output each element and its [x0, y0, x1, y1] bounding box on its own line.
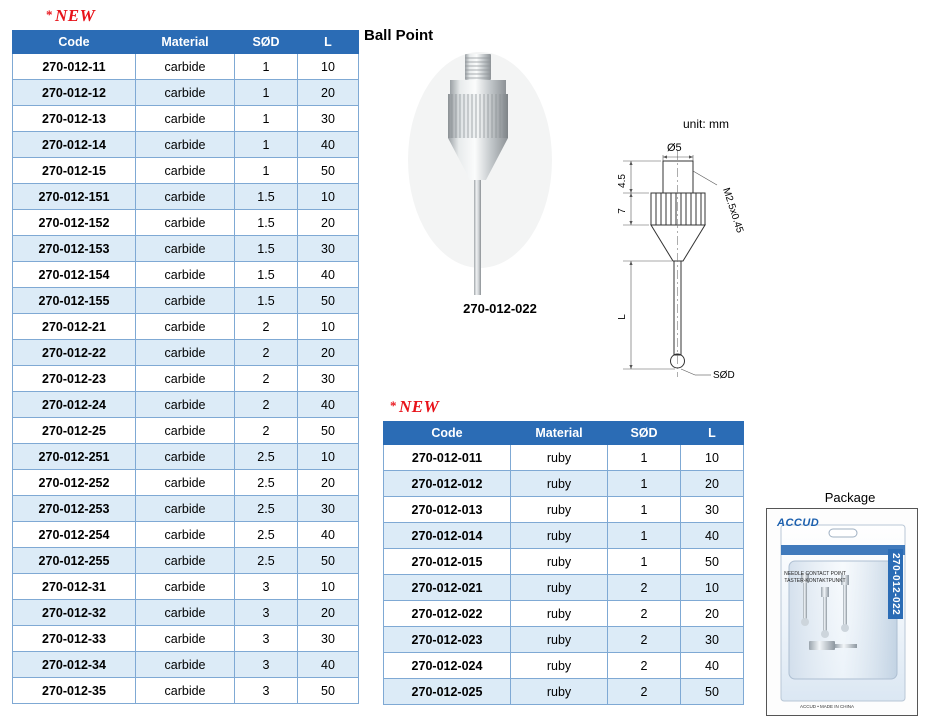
cell-l: 30: [681, 627, 744, 653]
table-row: [13, 184, 359, 210]
cell-material: carbide: [136, 444, 235, 470]
package-brand-label: ACCUD: [777, 517, 820, 529]
cell-code: 270-012-022: [384, 601, 511, 627]
cell-code: 270-012-14: [13, 132, 136, 158]
cell-sod: 2: [608, 601, 681, 627]
column-header-l: L: [298, 31, 359, 54]
cell-material: carbide: [136, 522, 235, 548]
cell-l: 30: [298, 236, 359, 262]
cell-material: carbide: [136, 210, 235, 236]
cell-material: carbide: [136, 236, 235, 262]
cell-material: carbide: [136, 496, 235, 522]
table-row: [13, 210, 359, 236]
cell-l: 50: [681, 549, 744, 575]
cell-l: 10: [298, 574, 359, 600]
cell-sod: 1: [235, 106, 298, 132]
cell-material: carbide: [136, 262, 235, 288]
cell-material: carbide: [136, 574, 235, 600]
cell-l: 20: [298, 470, 359, 496]
cell-l: 40: [298, 392, 359, 418]
cell-sod: 1.5: [235, 262, 298, 288]
cell-material: ruby: [511, 679, 608, 705]
cell-material: carbide: [136, 548, 235, 574]
package-photo: [766, 508, 918, 716]
cell-sod: 1: [608, 523, 681, 549]
cell-sod: 1: [235, 132, 298, 158]
cell-code: 270-012-012: [384, 471, 511, 497]
cell-l: 40: [681, 523, 744, 549]
cell-material: carbide: [136, 366, 235, 392]
table-row: [13, 80, 359, 106]
cell-material: ruby: [511, 601, 608, 627]
table-row: [384, 627, 744, 653]
dim-7-label: 7: [617, 208, 628, 214]
cell-code: 270-012-153: [13, 236, 136, 262]
cell-code: 270-012-34: [13, 652, 136, 678]
column-header-material: Material: [511, 422, 608, 445]
cell-l: 30: [298, 496, 359, 522]
cell-l: 20: [298, 80, 359, 106]
cell-l: 40: [298, 132, 359, 158]
table-row: [13, 418, 359, 444]
cell-l: 10: [681, 575, 744, 601]
cell-l: 20: [681, 601, 744, 627]
table-row: [384, 549, 744, 575]
new-badge-ruby: [390, 397, 439, 417]
cell-sod: 2: [608, 627, 681, 653]
table-row: [384, 471, 744, 497]
cell-sod: 2: [235, 418, 298, 444]
cell-code: 270-012-023: [384, 627, 511, 653]
cell-code: 270-012-253: [13, 496, 136, 522]
cell-material: ruby: [511, 471, 608, 497]
cell-code: 270-012-23: [13, 366, 136, 392]
cell-sod: 2.5: [235, 444, 298, 470]
dim-thread-label: M2.5x0.45: [720, 186, 746, 235]
table-row: [13, 392, 359, 418]
column-header-sod: SØD: [608, 422, 681, 445]
cell-code: 270-012-33: [13, 626, 136, 652]
cell-sod: 1.5: [235, 288, 298, 314]
cell-l: 50: [298, 288, 359, 314]
table-row: [13, 340, 359, 366]
cell-sod: 3: [235, 574, 298, 600]
cell-material: carbide: [136, 80, 235, 106]
cell-code: 270-012-011: [384, 445, 511, 471]
cell-l: 20: [298, 210, 359, 236]
ruby-spec-table: [383, 421, 744, 705]
dim-4-5-label: 4.5: [617, 174, 628, 188]
cell-material: carbide: [136, 678, 235, 704]
page-title: Ball Point: [364, 27, 434, 44]
unit-label: unit: mm: [683, 117, 730, 131]
cell-sod: 2: [235, 314, 298, 340]
cell-sod: 2.5: [235, 548, 298, 574]
cell-sod: 2: [235, 340, 298, 366]
cell-l: 50: [681, 679, 744, 705]
cell-code: 270-012-024: [384, 653, 511, 679]
cell-sod: 2: [235, 392, 298, 418]
cell-l: 40: [298, 262, 359, 288]
cell-sod: 1: [608, 445, 681, 471]
cell-code: 270-012-152: [13, 210, 136, 236]
figure-caption: 270-012-022: [463, 301, 537, 316]
table-row: [13, 236, 359, 262]
cell-sod: 3: [235, 652, 298, 678]
cell-code: 270-012-15: [13, 158, 136, 184]
cell-sod: 1: [608, 497, 681, 523]
table-row: [13, 54, 359, 80]
cell-l: 10: [298, 444, 359, 470]
cell-material: ruby: [511, 445, 608, 471]
cell-code: 270-012-12: [13, 80, 136, 106]
cell-code: 270-012-014: [384, 523, 511, 549]
carbide-spec-table: [12, 30, 359, 704]
cell-sod: 1.5: [235, 184, 298, 210]
cell-l: 50: [298, 548, 359, 574]
dim-sod-label: SØD: [713, 370, 735, 381]
cell-code: 270-012-35: [13, 678, 136, 704]
cell-l: 30: [298, 106, 359, 132]
probe-knurl: [448, 94, 508, 138]
cell-code: 270-012-013: [384, 497, 511, 523]
table-row: [13, 132, 359, 158]
cell-sod: 2: [235, 366, 298, 392]
package-footer: ACCUD • MADE IN CHINA: [799, 704, 855, 709]
cell-material: carbide: [136, 158, 235, 184]
cell-l: 10: [298, 54, 359, 80]
probe-photo: [380, 40, 610, 295]
table-row: [13, 288, 359, 314]
cell-l: 30: [298, 626, 359, 652]
cell-material: ruby: [511, 523, 608, 549]
cell-l: 40: [298, 652, 359, 678]
table-row: [13, 262, 359, 288]
cell-code: 270-012-25: [13, 418, 136, 444]
cell-l: 10: [298, 184, 359, 210]
cell-code: 270-012-22: [13, 340, 136, 366]
table-row: [13, 678, 359, 704]
column-header-l: L: [681, 422, 744, 445]
table-row: [13, 496, 359, 522]
cell-material: carbide: [136, 626, 235, 652]
cell-sod: 2.5: [235, 496, 298, 522]
cell-l: 20: [298, 340, 359, 366]
table-row: [13, 548, 359, 574]
cell-l: 30: [298, 366, 359, 392]
package-code-label: 270-012-022: [888, 549, 903, 619]
cell-code: 270-012-11: [13, 54, 136, 80]
cell-material: ruby: [511, 653, 608, 679]
cell-l: 10: [681, 445, 744, 471]
table-row: [384, 523, 744, 549]
table-row: [13, 626, 359, 652]
table-header-row: [384, 422, 744, 445]
dim-l-label: L: [617, 314, 628, 320]
cell-code: 270-012-252: [13, 470, 136, 496]
cell-code: 270-012-32: [13, 600, 136, 626]
cell-l: 30: [681, 497, 744, 523]
cell-code: 270-012-251: [13, 444, 136, 470]
cell-l: 40: [298, 522, 359, 548]
cell-sod: 1: [608, 471, 681, 497]
cell-material: carbide: [136, 652, 235, 678]
table-row: [13, 600, 359, 626]
cell-material: carbide: [136, 184, 235, 210]
cell-sod: 3: [235, 626, 298, 652]
cell-sod: 1: [235, 80, 298, 106]
cell-l: 50: [298, 418, 359, 444]
cell-sod: 2: [608, 575, 681, 601]
new-badge-carbide: [46, 6, 95, 26]
table-row: [384, 497, 744, 523]
cell-material: carbide: [136, 54, 235, 80]
new-badge-ruby-label: NEW: [399, 397, 440, 416]
table-row: [13, 444, 359, 470]
table-row: [13, 470, 359, 496]
cell-code: 270-012-015: [384, 549, 511, 575]
cell-sod: 1.5: [235, 210, 298, 236]
table-row: [13, 366, 359, 392]
cell-code: 270-012-13: [13, 106, 136, 132]
cell-material: ruby: [511, 575, 608, 601]
cell-sod: 2.5: [235, 470, 298, 496]
table-row: [13, 106, 359, 132]
cell-code: 270-012-255: [13, 548, 136, 574]
cell-l: 20: [681, 471, 744, 497]
cell-material: ruby: [511, 497, 608, 523]
cell-sod: 2.5: [235, 522, 298, 548]
table-header-row: [13, 31, 359, 54]
cell-material: carbide: [136, 340, 235, 366]
cell-code: 270-012-31: [13, 574, 136, 600]
cell-material: carbide: [136, 470, 235, 496]
column-header-code: Code: [384, 422, 511, 445]
cell-material: carbide: [136, 288, 235, 314]
cell-sod: 2: [608, 679, 681, 705]
cell-l: 50: [298, 158, 359, 184]
cell-code: 270-012-21: [13, 314, 136, 340]
technical-drawing: [595, 125, 795, 395]
cell-material: carbide: [136, 392, 235, 418]
table-row: [13, 574, 359, 600]
cell-sod: 1: [235, 158, 298, 184]
cell-material: ruby: [511, 627, 608, 653]
cell-code: 270-012-155: [13, 288, 136, 314]
package-title: Package: [824, 490, 876, 505]
column-header-code: Code: [13, 31, 136, 54]
table-row: [384, 601, 744, 627]
cell-sod: 3: [235, 600, 298, 626]
cell-material: carbide: [136, 314, 235, 340]
table-row: [384, 575, 744, 601]
cell-code: 270-012-021: [384, 575, 511, 601]
cell-l: 20: [298, 600, 359, 626]
new-badge-carbide-label: NEW: [55, 6, 96, 25]
cell-l: 50: [298, 678, 359, 704]
cell-sod: 2: [608, 653, 681, 679]
cell-code: 270-012-254: [13, 522, 136, 548]
cell-code: 270-012-151: [13, 184, 136, 210]
cell-material: carbide: [136, 418, 235, 444]
cell-code: 270-012-025: [384, 679, 511, 705]
table-row: [384, 653, 744, 679]
cell-material: carbide: [136, 106, 235, 132]
cell-code: 270-012-154: [13, 262, 136, 288]
dim-diameter-label: Ø5: [667, 142, 682, 154]
cell-code: 270-012-24: [13, 392, 136, 418]
probe-shaft: [474, 180, 481, 295]
package-subtitle: NEEDLE CONTACT POINT TASTER-KONTAKTPUNKT: [784, 571, 846, 584]
cell-l: 10: [298, 314, 359, 340]
cell-sod: 1.5: [235, 236, 298, 262]
star-icon: *: [390, 398, 397, 413]
table-row: [13, 522, 359, 548]
column-header-sod: SØD: [235, 31, 298, 54]
table-row: [13, 314, 359, 340]
cell-sod: 1: [235, 54, 298, 80]
table-row: [384, 445, 744, 471]
star-icon: *: [46, 7, 53, 22]
cell-l: 40: [681, 653, 744, 679]
table-row: [384, 679, 744, 705]
cell-material: carbide: [136, 600, 235, 626]
cell-sod: 1: [608, 549, 681, 575]
column-header-material: Material: [136, 31, 235, 54]
cell-material: carbide: [136, 132, 235, 158]
cell-sod: 3: [235, 678, 298, 704]
table-row: [13, 652, 359, 678]
cell-material: ruby: [511, 549, 608, 575]
table-row: [13, 158, 359, 184]
